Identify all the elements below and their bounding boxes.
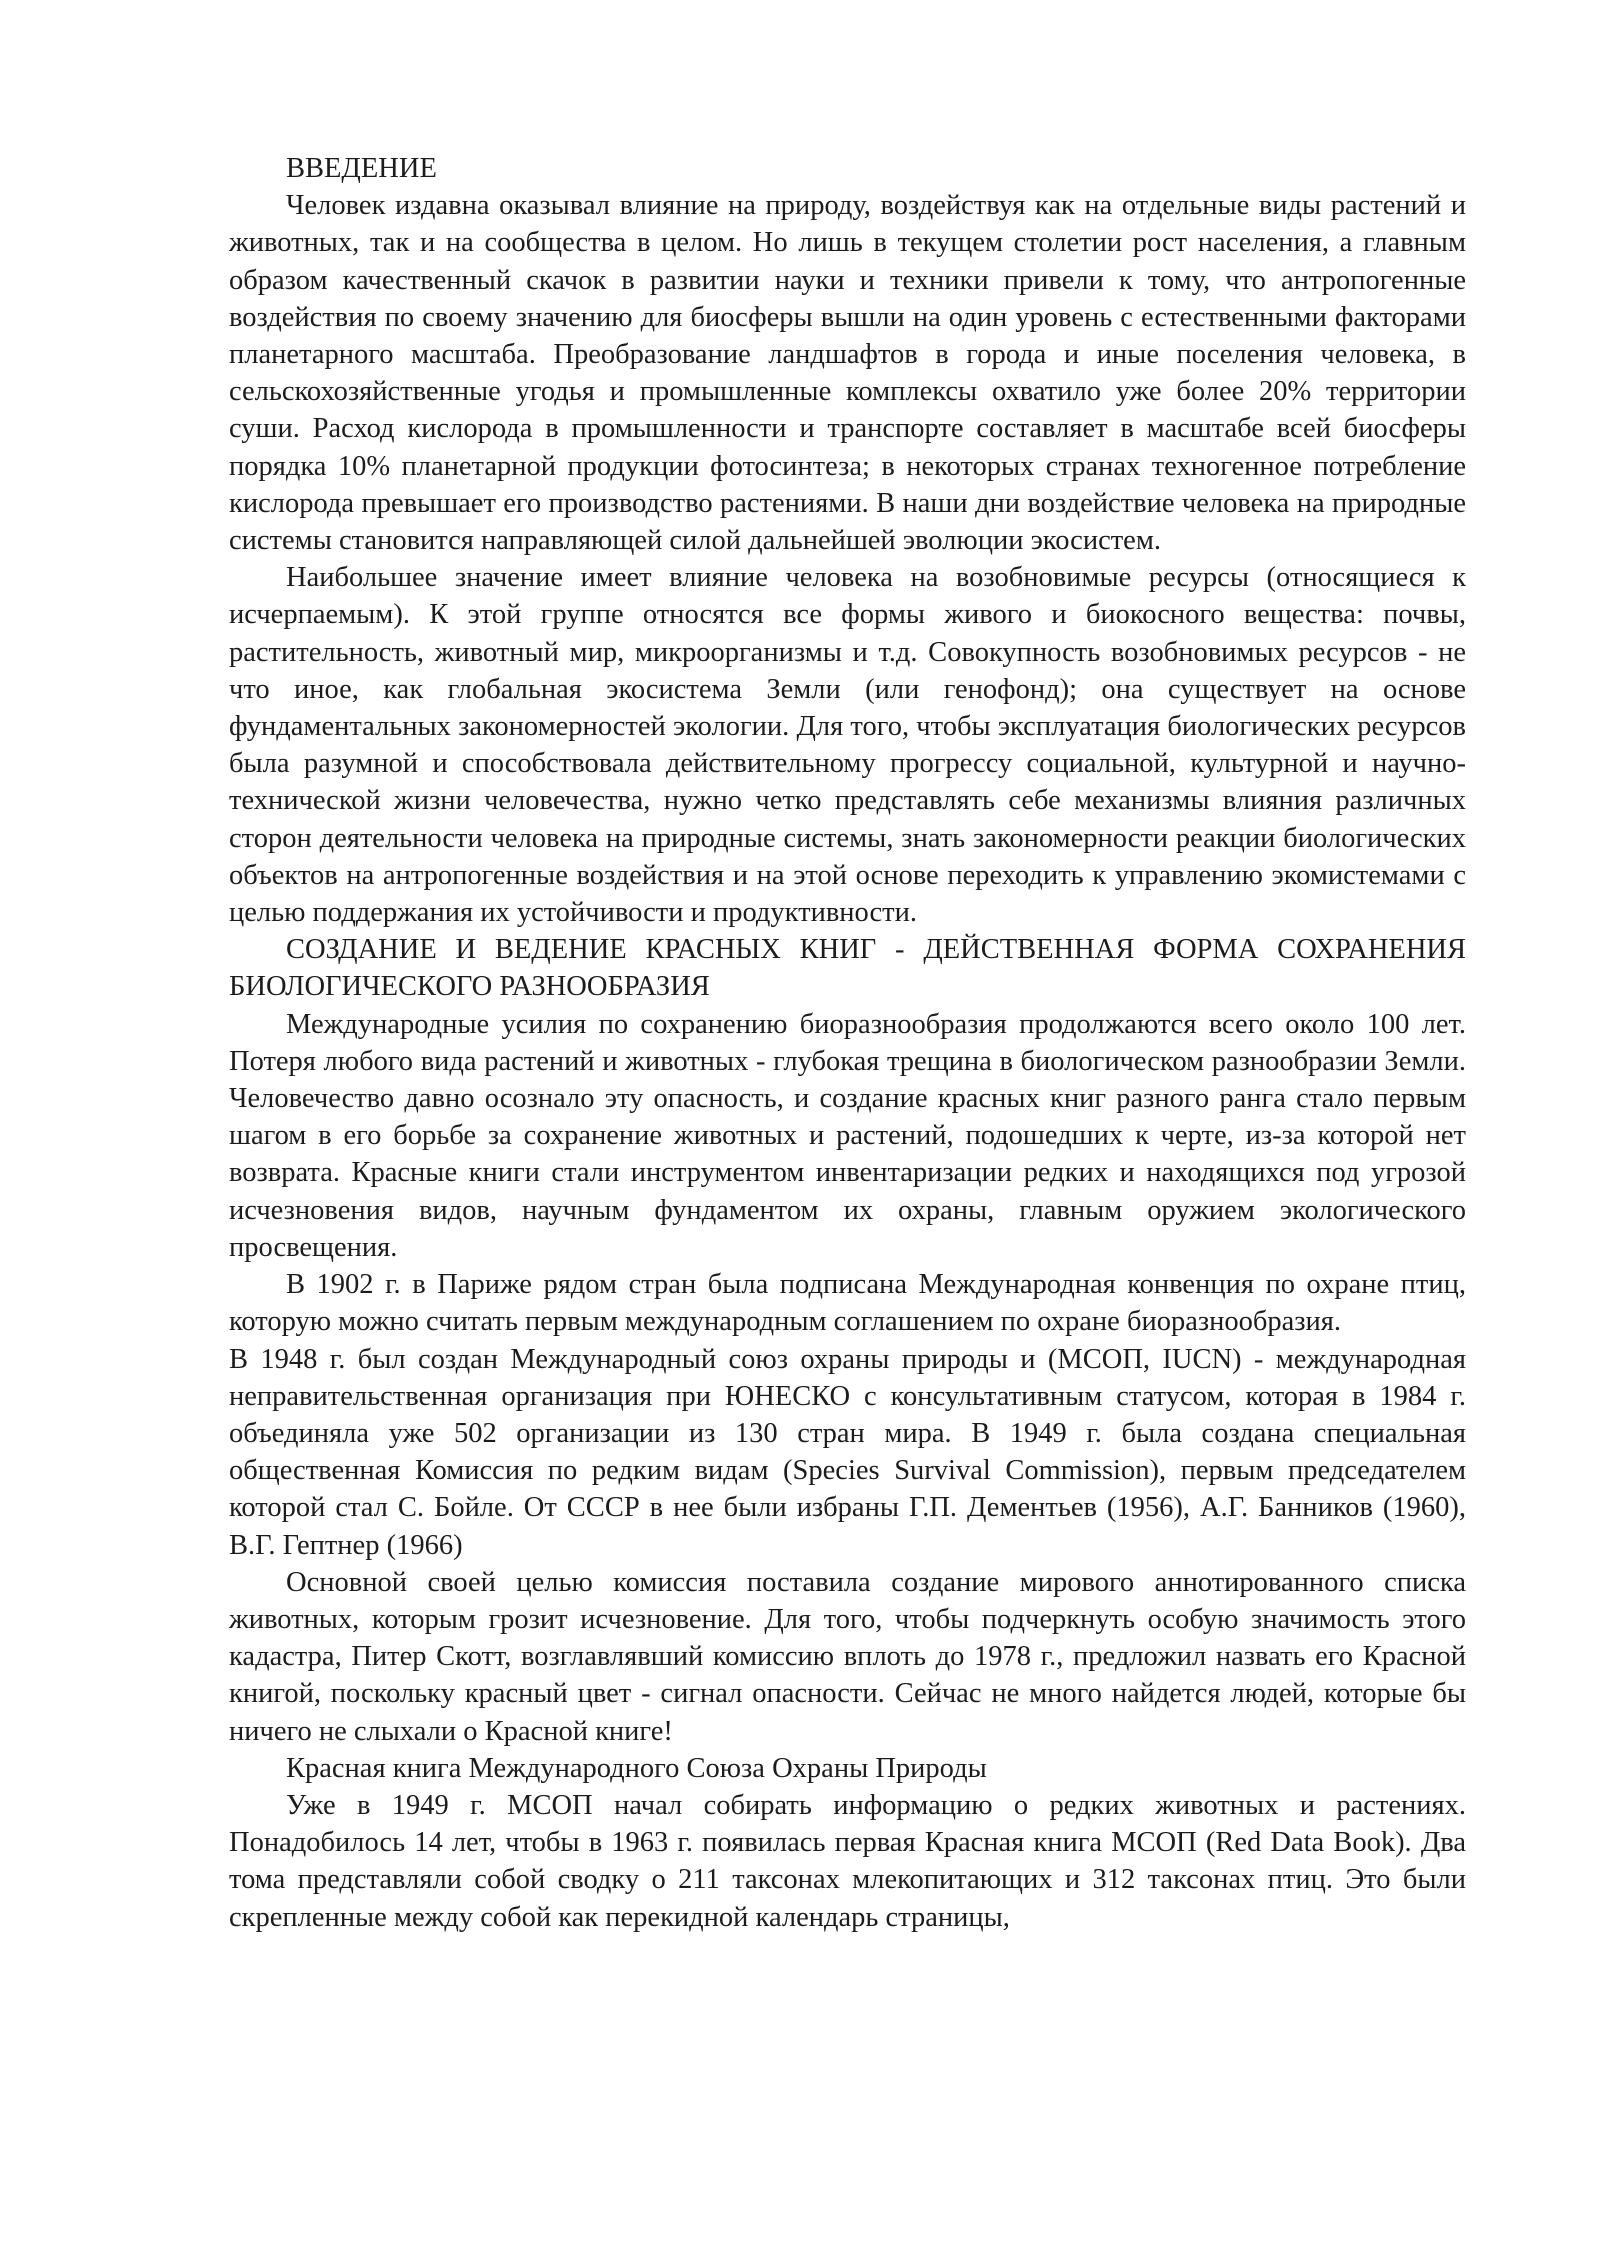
paragraph-renewable-resources: Наибольшее значение имеет влияние человека на возобновимые ресурсы (относящиеся к исчерпаемым). К этой группе относятся все формы живого и биокосного вещества: почвы, растительность, животный мир, микроорганизмы и т.д. Совокупность возобновимых ресурсов - не что иное, как глобальная экосистема Земли (или генофонд); она существует на основе фундаментальных закономерностей экологии. Для того, чтобы эксплуатация биологических ресурсов была разумной и способствовала действительному прогрессу социальной, культурной и научно-технической жизни человечества, нужно четко представлять себе механизмы влияния различных сторон деятельности человека на природные системы, знать закономерности реакции биологических объектов на антропогенные воздействия и на этой основе переходить к управлению экомистемами с целью поддержания их устойчивости и продуктивности.: [229, 562, 1466, 929]
heading-iucn-red-book: Красная книга Международного Союза Охраны Природы: [286, 1752, 987, 1784]
heading-red-books: СОЗДАНИЕ И ВЕДЕНИЕ КРАСНЫХ КНИГ - ДЕЙСТВЕННАЯ ФОРМА СОХРАНЕНИЯ БИОЛОГИЧЕСКОГО РАЗНООБРАЗИЯ: [229, 934, 1466, 1003]
paragraph-biodiversity-efforts: Международные усилия по сохранению биоразнообразия продолжаются всего около 100 лет. Потеря любого вида растений и животных - глубокая трещина в биологическом разнообразии Земли. Человечество давно осознало эту опасность, и создание красных книг разного ранга стало первым шагом в его борьбе за сохранение животных и растений, подошедших к черте, из-за которой нет возврата. Красные книги стали инструментом инвентаризации редких и находящихся под угрозой исчезновения видов, научным фундаментом их охраны, главным оружием экологического просвещения.: [229, 1008, 1466, 1263]
paragraph-human-impact: Человек издавна оказывал влияние на природу, воздействуя как на отдельные виды растений и животных, так и на сообщества в целом. Но лишь в текущем столетии рост населения, а главным образом качественный скачок в развитии науки и техники привели к тому, что антропогенные воздействия по своему значению для биосферы вышли на один уровень с естественными факторами планетарного масштаба. Преобразование ландшафтов в города и иные поселения человека, в сельскохозяйственные угодья и промышленные комплексы охватило уже более 20% территории суши. Расход кислорода в промышленности и транспорте составляет в масштабе всей биосферы порядка 10% планетарной продукции фотосинтеза; в некоторых странах техногенное потребление кислорода превышает его производство растениями. В наши дни воздействие человека на природные системы становится направляющей силой дальнейшей эволюции экосистем.: [229, 190, 1466, 557]
paragraph-commission-goal: Основной своей целью комиссия поставила создание мирового аннотированного списка животных, которым грозит исчезновение. Для того, чтобы подчеркнуть особую значимость этого кадастра, Питер Скотт, возглавлявший комиссию вплоть до 1978 г., предложил назвать его Красной книгой, поскольку красный цвет - сигнал опасности. Сейчас не много найдется людей, которые бы ничего не слыхали о Красной книге!: [229, 1566, 1466, 1747]
paragraph-first-red-book: Уже в 1949 г. МСОП начал собирать информацию о редких животных и растениях. Понадобилось 14 лет, чтобы в 1963 г. появилась первая Красная книга МСОП (Red Data Book). Два тома представляли собой сводку о 211 таксонах млекопитающих и 312 таксонах птиц. Это были скрепленные между собой как перекидной календарь страницы,: [229, 1789, 1466, 1933]
paragraph-iucn-founding: В 1948 г. был создан Международный союз охраны природы и (МСОП, IUCN) - международная неправительственная организация при ЮНЕСКО с консультативным статусом, которая в 1984 г. объединяла уже 502 организации из 130 стран мира. В 1949 г. была создана специальная общественная Комиссия по редким видам (Species Survival Commission), первым председателем которой стал С. Бойле. От СССР в нее были избраны Г.П. Дементьев (1956), А.Г. Банников (1960), В.Г. Гептнер (1966): [229, 1343, 1466, 1561]
paragraph-paris-convention: В 1902 г. в Париже рядом стран была подписана Международная конвенция по охране птиц, которую можно считать первым международным соглашением по охране биоразнообразия.: [229, 1269, 1466, 1338]
document-body: [229, 150, 1466, 1936]
heading-introduction: ВВЕДЕНИЕ: [286, 153, 437, 184]
